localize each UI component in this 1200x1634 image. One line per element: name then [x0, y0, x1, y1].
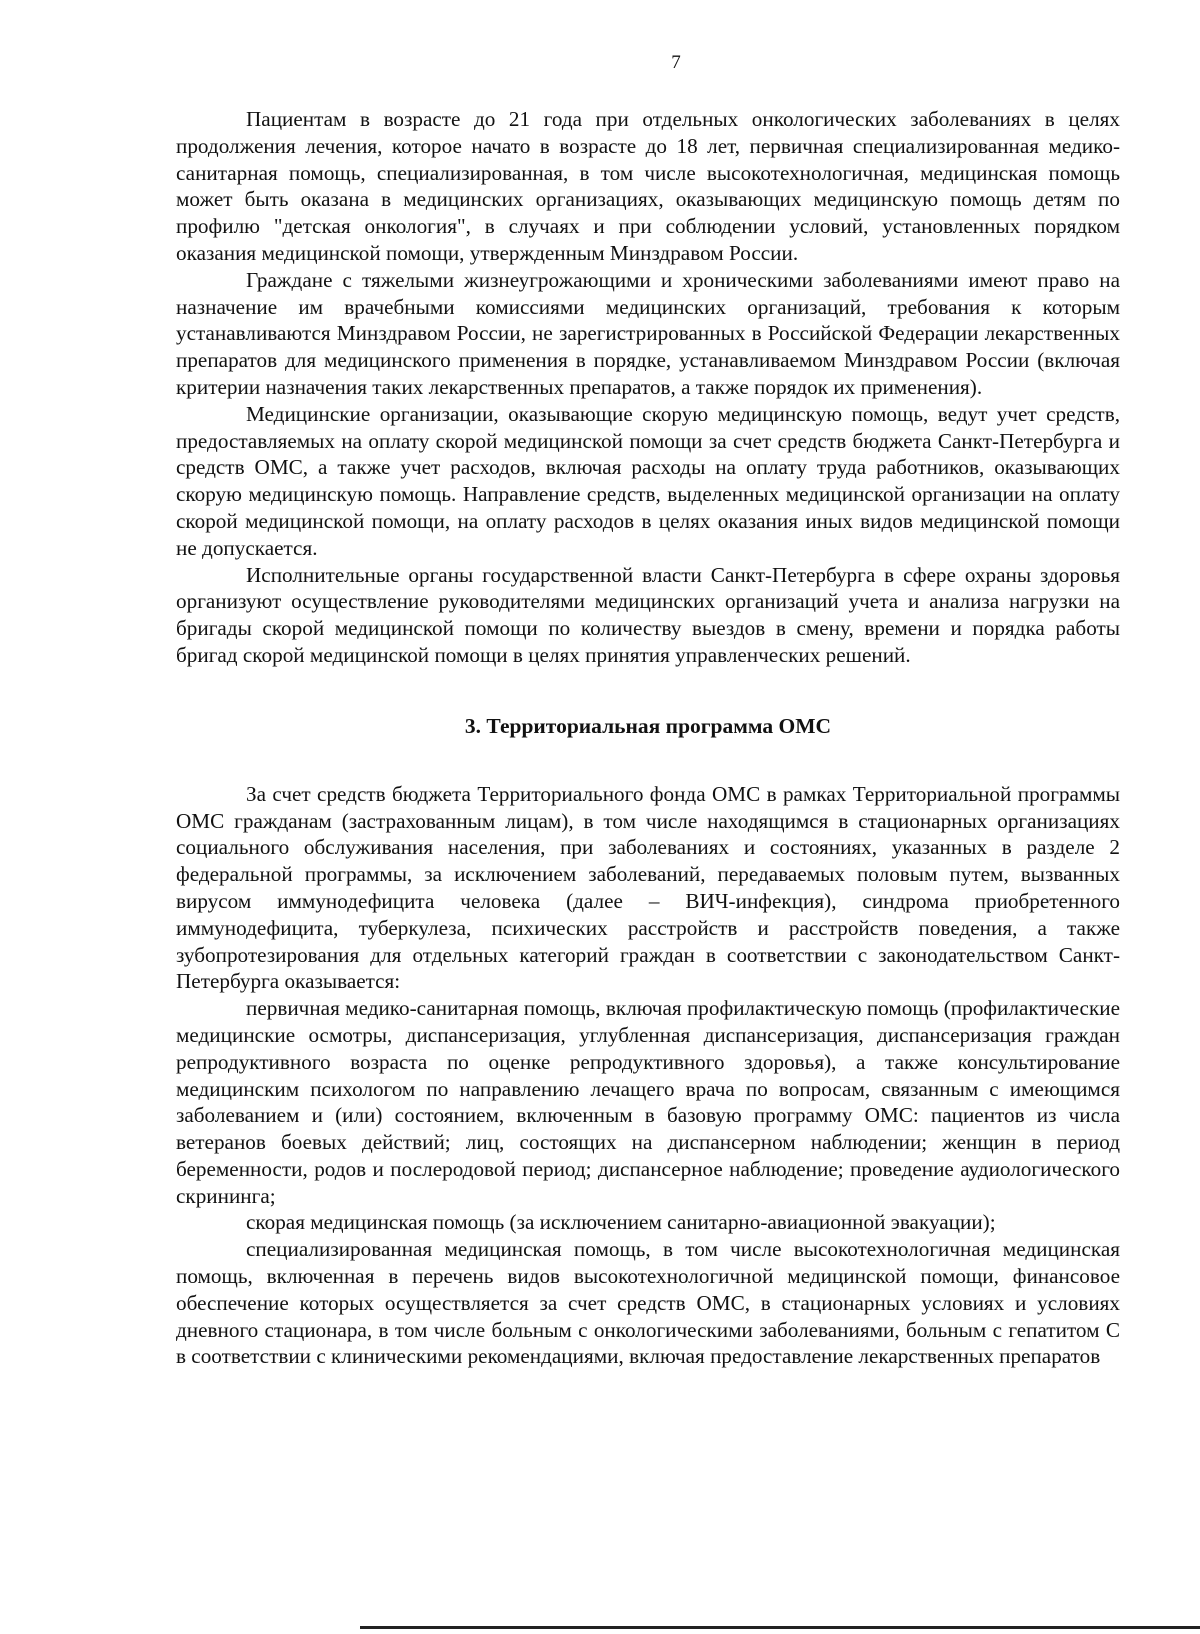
paragraph-primary-care: первичная медико-санитарная помощь, включая профилактическую помощь (профилактические медицинские осмотры, диспансеризация, углубленная диспансеризация, диспансеризация граждан репродуктивного возраста по оценке репродуктивного здоровья), а также консультирование медицинским психологом по направлению лечащего врача по вопросам, связанным с имеющимся заболеванием и (или) состоянием, включенным в базовую программу ОМС: пациентов из числа ветеранов боевых действий; лиц, состоящих на диспансерном наблюдении; женщин в период беременности, родов и послеродовой период; диспансерное наблюдение; проведение аудиологического скрининга; [176, 996, 1120, 1208]
paragraph-emergency-care: скорая медицинская помощь (за исключением санитарно-авиационной эвакуации); [246, 1210, 996, 1235]
section-heading: 3. Территориальная программа ОМС [464, 713, 832, 738]
paragraph-oncology-patients-under-21: Пациентам в возрасте до 21 года при отдельных онкологических заболеваниях в целях продолжения лечения, которое начато в возрасте до 18 лет, первичная специализированная медико-санитарная помощь, специализированная, в том числе высокотехнологичная, медицинская помощь может быть оказана в медицинских организациях, оказывающих медицинскую помощь детям по профилю "детская онкология", в случаях и при соблюдении условий, установленных порядком оказания медицинской помощи, утвержденным Минздравом России. [176, 107, 1120, 265]
scan-edge-line [360, 1626, 1200, 1629]
paragraph-ambulance-workload-analysis: Исполнительные органы государственной власти Санкт-Петербурга в сфере охраны здоровья организуют осуществление руководителями медицинских организаций учета и анализа нагрузки на бригады скорой медицинской помощи по количеству выездов в смену, времени и порядка работы бригад скорой медицинской помощи в целях принятия управленческих решений. [176, 562, 1120, 667]
paragraph-oms-funding-intro: За счет средств бюджета Территориального фонда ОМС в рамках Территориальной программы ОМС гражданам (застрахованным лицам), в том числе находящимся в стационарных организациях социального обслуживания населения, при заболеваниях и состояниях, указанных в разделе 2 федеральной программы, за исключением заболеваний, передаваемых половым путем, вызванных вирусом иммунодефицита человека (далее – ВИЧ-инфекция), синдрома приобретенного иммунодефицита, туберкулеза, психических расстройств и расстройств поведения, а также зубопротезирования для отдельных категорий граждан в соответствии с законодательством Санкт-Петербурга оказывается: [176, 781, 1120, 994]
paragraph-unregistered-drugs: Граждане с тяжелыми жизнеугрожающими и хроническими заболеваниями имеют право на назначение им врачебными комиссиями медицинских организаций, требования к которым устанавливаются Минздравом России, не зарегистрированных в Российской Федерации лекарственных препаратов для медицинского применения в порядке, устанавливаемом Минздравом России (включая критерии назначения таких лекарственных препаратов, а также порядок их применения). [176, 267, 1120, 399]
page-number: 7 [671, 52, 681, 73]
document-body [176, 106, 1120, 1370]
paragraph-specialized-care: специализированная медицинская помощь, в том числе высокотехнологичная медицинская помощь, включенная в перечень видов высокотехнологичной медицинской помощи, финансовое обеспечение которых осуществляется за счет средств ОМС, в стационарных условиях и условиях дневного стационара, в том числе больным с онкологическими заболеваниями, больным с гепатитом С в соответствии с клиническими рекомендациями, включая предоставление лекарственных препаратов [176, 1237, 1120, 1369]
paragraph-ambulance-accounting: Медицинские организации, оказывающие скорую медицинскую помощь, ведут учет средств, предоставляемых на оплату скорой медицинской помощи за счет средств бюджета Санкт-Петербурга и средств ОМС, а также учет расходов, включая расходы на оплату труда работников, оказывающих скорую медицинскую помощь. Направление средств, выделенных медицинской организации на оплату скорой медицинской помощи, на оплату расходов в целях оказания иных видов медицинской помощи не допускается. [176, 401, 1120, 560]
